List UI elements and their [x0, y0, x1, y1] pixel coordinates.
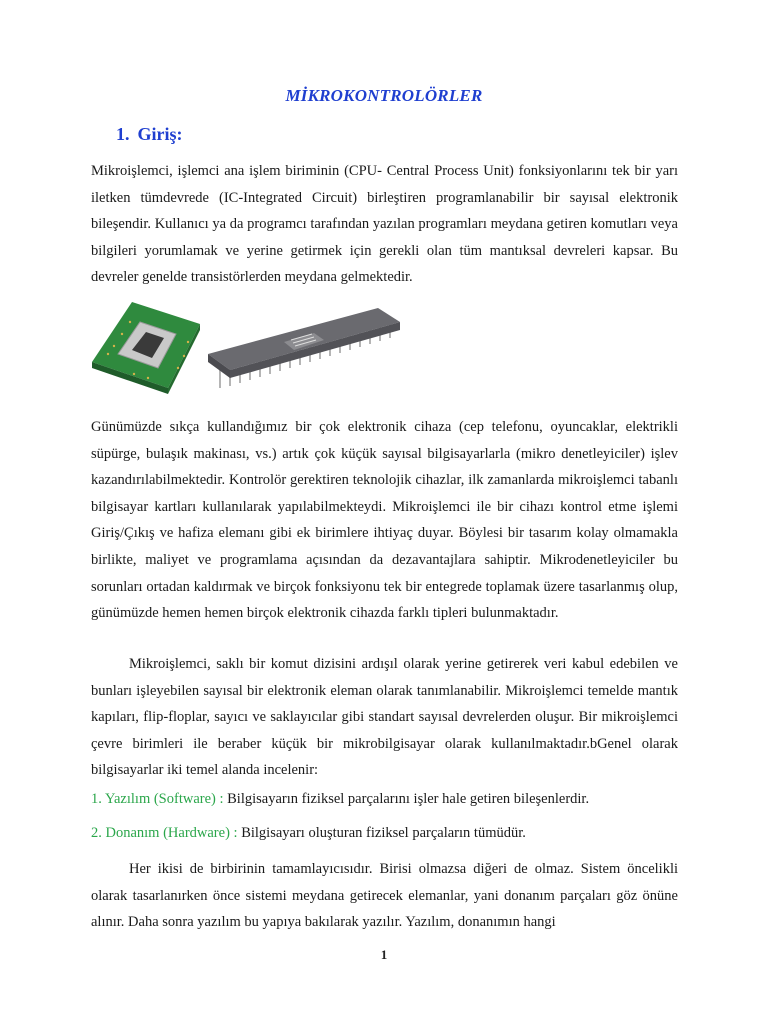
list-item-hardware	[91, 820, 678, 847]
software-link[interactable]: 1. Yazılım (Software) :	[91, 791, 224, 807]
page-number: 1	[380, 947, 388, 962]
hardware-description: Bilgisayarı oluşturan fiziksel parçaların tümüdür.	[237, 825, 526, 841]
paragraph-usage: Günümüzde sıkça kullandığımız bir çok elektronik cihaza (cep telefonu, oyuncaklar, elektrikli süpürge, bulaşık makinası, vs.) artık çok küçük sayısal bilgisayarlarla (mikro denetleyiciler) işlev kazandırılabilmektedir. Kontrolör gerektiren teknolojik cihazlar, ilk zamanlarda mikroişlemci tabanlı bilgisayar kartları kullanılarak yapılabilmekteydi. Mikroişlemci ile bir cihazı kontrol etme işlemi Giriş/Çıkış ve hafiza elemanı gibi ek birimlere ihtiyaç duyar. Böylesi bir tasarım kolay olmamakla birlikte, maliyet ve programlama açısından da dezavantajlara sahiptir. Mikrodenetleyiciler bu sorunları ortadan kaldırmak ve birçok fonksiyonu tek bir entegrede toplamak üzere tasarlanmış olup, günümüzde hemen hemen birçok elektronik cihazda farklı tipleri bulunmaktadır.	[91, 419, 678, 622]
paragraph-complement: Her ikisi de birbirinin tamamlayıcısıdır. Birisi olmazsa diğeri de olmaz. Sistem öncelikli olarak tasarlanırken önce sistemi meydana getirecek elemanlar, yani donanım parçaları göz önüne alınır. Daha sonra yazılım bu yapıya bakılarak yazılır. Yazılım, donanımın hangi	[91, 861, 678, 931]
paragraph-definition: Mikroişlemci, saklı bir komut dizisini ardışıl olarak yerine getirerek veri kabul edebilen ve bunları işleyebilen sayısal bir elektronik eleman olarak tanımlanabilir. Mikroişlemci temelde mantık kapıları, flip-floplar, sayıcı ve saklayıcılar gibi standart sayısal devrelerden oluşur. Bir mikroişlemci çevre birimleri ile beraber küçük bir mikrobilgisayar olarak kullanılmaktadır.bGenel olarak bilgisayarlar iki temel alanda incelenir:	[91, 656, 678, 779]
dip-ic-chip-image	[208, 308, 400, 388]
page-title: MİKROKONTROLÖRLER	[285, 86, 483, 105]
list-item-software	[91, 786, 678, 813]
section-label: Giriş:	[137, 124, 183, 144]
hardware-link[interactable]: 2. Donanım (Hardware) :	[91, 825, 238, 841]
software-description: Bilgisayarın fiziksel parçalarını işler hale getiren bileşenlerdir.	[223, 791, 590, 807]
cpu-chip-image	[92, 302, 200, 394]
section-heading	[116, 124, 183, 145]
section-number: 1.	[116, 124, 130, 144]
paragraph-intro: Mikroişlemci, işlemci ana işlem biriminin (CPU- Central Process Unit) fonksiyonlarını tek bir yarı iletken tümdevrede (IC-Integrated Circuit) birleştiren programlanabilir bir sayısal elektronik bileşendir. Kullanıcı ya da programcı tarafından yazılan programları meydana getiren komutları veya bilgileri yorumlamak ve yerine getirmek için gerekli olan tüm mantıksal devreleri kapsar. Bu devreler genelde transistörlerden meydana gelmektedir.	[91, 163, 678, 286]
chip-images	[88, 298, 408, 398]
